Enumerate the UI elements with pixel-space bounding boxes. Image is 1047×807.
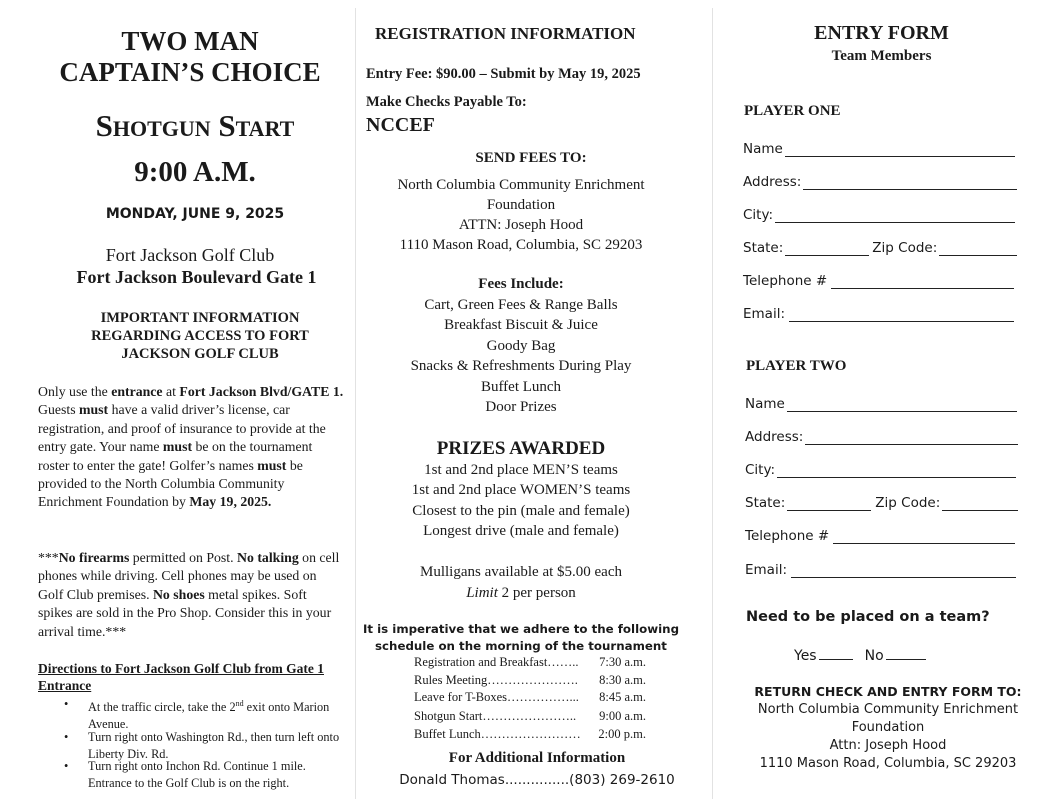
fees-include-heading: Fees Include: bbox=[478, 276, 564, 292]
send-address-line: Foundation bbox=[486, 197, 556, 213]
send-address-line: North Columbia Community Enrichment bbox=[397, 177, 645, 193]
player-one-state-zip-field[interactable]: State: Zip Code: bbox=[743, 240, 1017, 256]
fees-include-item: Door Prizes bbox=[485, 399, 557, 415]
send-address-line: ATTN: Joseph Hood bbox=[458, 217, 584, 233]
entry-form-heading: ENTRY FORM bbox=[814, 22, 949, 44]
need-team-question: Need to be placed on a team? bbox=[746, 609, 990, 625]
start-type: Shotgun Start bbox=[95, 108, 295, 143]
fold-line-right bbox=[712, 8, 713, 799]
rules-paragraph: ***No firearms permitted on Post. No talking on cell phones while driving. Cell phones may be used on Golf Club premises. No shoes metal spikes. Soft spikes are sold in the Pro Shop. Consider this in your arrival time.*** bbox=[38, 550, 340, 639]
player-two-email-field[interactable]: Email: bbox=[745, 562, 1016, 578]
mulligans-price: Mulligans available at $5.00 each bbox=[419, 564, 623, 580]
payee-name: NCCEF bbox=[366, 114, 435, 136]
fees-include-item: Breakfast Biscuit & Juice bbox=[444, 317, 598, 333]
fees-include-item: Buffet Lunch bbox=[480, 379, 562, 395]
venue-name: Fort Jackson Golf Club bbox=[105, 245, 275, 265]
event-date: MONDAY, JUNE 9, 2025 bbox=[105, 206, 285, 222]
schedule-row: Rules Meeting…………………. 8:30 a.m. bbox=[414, 673, 646, 687]
venue-gate: Fort Jackson Boulevard Gate 1 bbox=[76, 267, 317, 287]
player-one-heading: PLAYER ONE bbox=[744, 103, 841, 119]
registration-heading: REGISTRATION INFORMATION bbox=[375, 24, 636, 43]
prize-item: Longest drive (male and female) bbox=[423, 523, 619, 539]
schedule-row: Leave for T-Boxes……………... 8:45 a.m. bbox=[414, 690, 646, 704]
player-one-email-field[interactable]: Email: bbox=[743, 306, 1014, 322]
start-time: 9:00 A.M. bbox=[134, 156, 256, 188]
fees-include-item: Snacks & Refreshments During Play bbox=[410, 358, 632, 374]
player-one-city-field[interactable]: City: bbox=[743, 207, 1015, 223]
title-line-2: CAPTAIN’S CHOICE bbox=[59, 57, 321, 87]
schedule-row: Buffet Lunch…………………… 2:00 p.m. bbox=[414, 727, 646, 741]
player-one-address-field[interactable]: Address: bbox=[743, 174, 1017, 190]
yes-option[interactable]: Yes bbox=[794, 645, 853, 664]
direction-item: • At the traffic circle, take the 2nd exit onto Marion Avenue. bbox=[88, 696, 350, 729]
team-placement-options bbox=[794, 645, 926, 664]
return-address-line: North Columbia Community Enrichment bbox=[757, 702, 1019, 717]
return-address-line: 1110 Mason Road, Columbia, SC 29203 bbox=[759, 756, 1017, 771]
title-line-1: TWO MAN bbox=[121, 26, 259, 56]
player-two-telephone-field[interactable]: Telephone # bbox=[745, 528, 1015, 544]
schedule-row: Shotgun Start………………….. 9:00 a.m. bbox=[414, 709, 646, 723]
schedule-notice: It is imperative that we adhere to the following schedule on the morning of the tournament bbox=[362, 622, 680, 653]
player-two-name-field[interactable]: Name bbox=[745, 396, 1017, 412]
no-option[interactable]: No bbox=[865, 645, 926, 664]
access-paragraph: Only use the entrance at Fort Jackson Blvd/GATE 1. Guests must have a valid driver’s license, car registration, and proof of insurance to provide at the entry gate. Your name must be on the tournament roster to enter the gate! Golfer’s names must be provided to the North Columbia Community Enrichment Foundation by May 19, 2025. bbox=[38, 384, 344, 510]
entry-fee: Entry Fee: $90.00 – Submit by May 19, 2025 bbox=[366, 66, 641, 82]
mulligans-limit: Limit 2 per person bbox=[466, 585, 576, 601]
player-two-state-zip-field[interactable]: State: Zip Code: bbox=[745, 495, 1018, 511]
fees-include-item: Cart, Green Fees & Range Balls bbox=[424, 297, 618, 313]
player-two-city-field[interactable]: City: bbox=[745, 462, 1016, 478]
important-heading: IMPORTANT INFORMATION REGARDING ACCESS TO FORT JACKSON GOLF CLUB bbox=[91, 310, 309, 362]
additional-info-heading: For Additional Information bbox=[448, 750, 626, 766]
contact-line: Donald Thomas...............(803) 269-2610 bbox=[399, 772, 675, 788]
return-address-line: Foundation bbox=[851, 720, 925, 735]
directions-list bbox=[88, 696, 350, 791]
player-two-address-field[interactable]: Address: bbox=[745, 429, 1018, 445]
player-two-heading: PLAYER TWO bbox=[746, 358, 847, 374]
send-fees-heading: SEND FEES TO: bbox=[475, 150, 587, 166]
player-one-telephone-field[interactable]: Telephone # bbox=[743, 273, 1014, 289]
fees-include-item: Goody Bag bbox=[486, 338, 556, 354]
team-members-subheading: Team Members bbox=[831, 48, 932, 64]
schedule-row: Registration and Breakfast…….. 7:30 a.m. bbox=[414, 655, 646, 669]
return-address-line: Attn: Joseph Hood bbox=[829, 738, 947, 753]
direction-item: • Turn right onto Inchon Rd. Continue 1 mile. Entrance to the Golf Club is on the right. bbox=[88, 758, 350, 791]
prize-item: 1st and 2nd place MEN’S teams bbox=[424, 462, 618, 478]
direction-item: • Turn right onto Washington Rd., then turn left onto Liberty Div. Rd. bbox=[88, 729, 350, 758]
prize-item: Closest to the pin (male and female) bbox=[412, 503, 630, 519]
send-address-line: 1110 Mason Road, Columbia, SC 29203 bbox=[399, 237, 643, 253]
return-heading: RETURN CHECK AND ENTRY FORM TO: bbox=[754, 684, 1022, 699]
prizes-heading: PRIZES AWARDED bbox=[436, 438, 606, 459]
prize-item: 1st and 2nd place WOMEN’S teams bbox=[411, 482, 631, 498]
directions-heading: Directions to Fort Jackson Golf Club from Gate 1 Entrance bbox=[38, 661, 324, 693]
player-one-name-field[interactable]: Name bbox=[743, 141, 1015, 157]
checks-payable-label: Make Checks Payable To: bbox=[366, 94, 527, 110]
